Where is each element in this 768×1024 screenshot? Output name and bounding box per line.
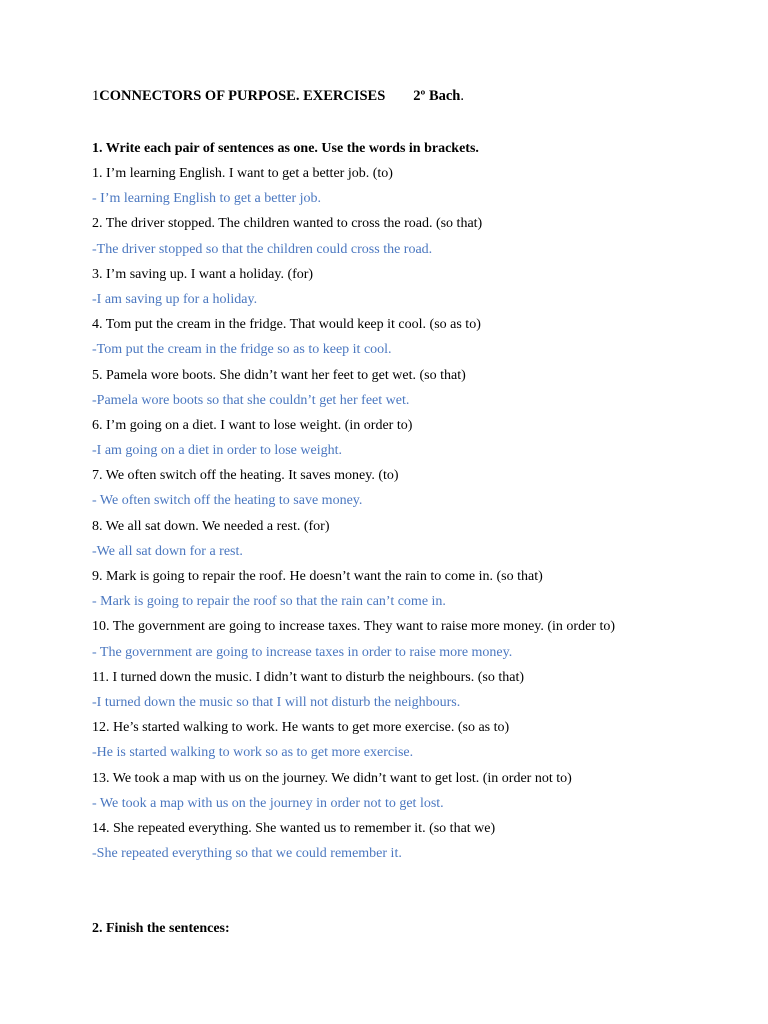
answer-1: - I’m learning English to get a better job. [92, 191, 321, 207]
header-level: 2º Bach [413, 88, 461, 104]
answer-3: -I am saving up for a holiday. [92, 291, 258, 307]
question-4: 4. Tom put the cream in the fridge. That would keep it cool. (so as to) [92, 317, 481, 333]
question-3: 3. I’m saving up. I want a holiday. (for) [92, 266, 314, 282]
document-page [92, 86, 732, 941]
header-title: CONNECTORS OF PURPOSE. EXERCISES [99, 88, 386, 104]
question-13: 13. We took a map with us on the journey. We didn’t want to get lost. (in order not to) [92, 770, 572, 786]
question-10: 10. The government are going to increase taxes. They want to raise more money. (in order to) [92, 619, 616, 635]
question-6: 6. I’m going on a diet. I want to lose weight. (in order to) [92, 417, 413, 433]
question-12: 12. He’s started walking to work. He wants to get more exercise. (so as to) [92, 720, 510, 736]
section2-heading: 2. Finish the sentences: [92, 921, 230, 937]
question-11: 11. I turned down the music. I didn’t want to disturb the neighbours. (so that) [92, 669, 524, 685]
section-gap [92, 866, 732, 916]
section1-heading: 1. Write each pair of sentences as one. Use the words in brackets. [92, 141, 479, 156]
question-9: 9. Mark is going to repair the roof. He doesn’t want the rain to come in. (so that) [92, 569, 543, 584]
answer-14: -She repeated everything so that we could remember it. [92, 846, 402, 862]
spacer [92, 106, 732, 136]
answer-4: -Tom put the cream in the fridge so as to keep it cool. [92, 342, 392, 358]
answer-9: - Mark is going to repair the roof so that the rain can’t come in. [92, 594, 446, 610]
answer-8: -We all sat down for a rest. [92, 543, 243, 559]
answer-5: -Pamela wore boots so that she couldn’t get her feet wet. [92, 392, 410, 408]
question-8: 8. We all sat down. We needed a rest. (for) [92, 518, 330, 534]
answer-6: -I am going on a diet in order to lose weight. [92, 443, 342, 459]
answer-2: -The driver stopped so that the children could cross the road. [92, 241, 433, 257]
document-header [92, 86, 732, 106]
question-7: 7. We often switch off the heating. It saves money. (to) [92, 468, 399, 484]
section1-list [92, 161, 732, 866]
question-1: 1. I’m learning English. I want to get a better job. (to) [92, 166, 393, 181]
question-2: 2. The driver stopped. The children wanted to cross the road. (so that) [92, 216, 483, 232]
answer-12: -He is started walking to work so as to get more exercise. [92, 745, 414, 761]
question-14: 14. She repeated everything. She wanted us to remember it. (so that we) [92, 820, 496, 836]
question-5: 5. Pamela wore boots. She didn’t want her feet to get wet. (so that) [92, 367, 466, 383]
answer-11: -I turned down the music so that I will not disturb the neighbours. [92, 694, 461, 710]
answer-10: - The government are going to increase taxes in order to raise more money. [92, 644, 513, 660]
header-level-end: . [460, 88, 464, 104]
header-number: 1 [92, 88, 100, 104]
answer-13: - We took a map with us on the journey in order not to get lost. [92, 795, 444, 811]
answer-7: - We often switch off the heating to save money. [92, 493, 363, 509]
